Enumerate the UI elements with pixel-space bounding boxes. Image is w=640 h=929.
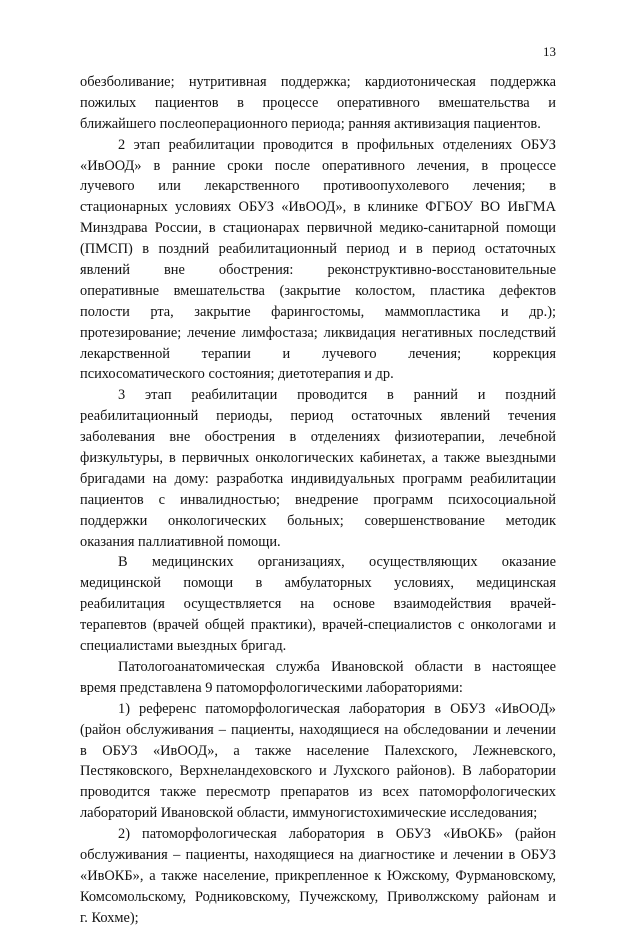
text-line: проводится также пересмотр препаратов из всех патоморфологических xyxy=(80,784,556,801)
page-number: 13 xyxy=(543,44,556,59)
text-line: «ИвООД» в ранние сроки после оперативного лечения, в процессе xyxy=(80,157,556,174)
text-line: протезирование; лечение лимфостаза; ликвидация негативных последствий xyxy=(80,324,556,341)
text-line: ближайшего послеоперационного периода; ранняя активизация пациентов. xyxy=(80,115,541,132)
text-line: пожилых пациентов в процессе оперативного вмешательства и xyxy=(80,94,556,111)
text-line: полости рта, закрытие фарингостомы, маммопластика и др.); xyxy=(80,303,556,320)
text-line: реабилитация осуществляется на основе взаимодействия врачей- xyxy=(80,596,556,613)
text-line: лекарственной терапии и лучевого лечения; коррекция xyxy=(80,345,556,362)
text-line: обслуживания – пациенты, находящиеся на диагностике и лечении в ОБУЗ xyxy=(80,846,556,863)
text-line: (ПМСП) в поздний реабилитационный период и в период остаточных xyxy=(80,241,556,258)
text-line: «ИвОКБ», а также население, прикрепленное к Южскому, Фурмановскому, xyxy=(80,867,556,884)
text-line: реабилитационный периоды, период остаточных явлений течения xyxy=(80,408,556,425)
text-line: пациентов с инвалидностью; внедрение программ психосоциальной xyxy=(80,491,556,508)
text-line: 2 этап реабилитации проводится в профильных отделениях ОБУЗ xyxy=(118,136,556,153)
text-line: обезболивание; нутритивная поддержка; кардиотоническая поддержка xyxy=(80,74,556,90)
text-line: в ОБУЗ «ИвООД», а также население Палехского, Лежневского, xyxy=(80,742,556,759)
text-line: поддержки онкологических больных; совершенствование методик xyxy=(80,512,556,529)
text-line: 1) референс патоморфологическая лаборатория в ОБУЗ «ИвООД» xyxy=(118,700,556,717)
text-line: время представлена 9 патоморфологическими лабораториями: xyxy=(80,679,463,696)
text-line: оказания паллиативной помощи. xyxy=(80,533,281,550)
text-line: 2) патоморфологическая лаборатория в ОБУЗ «ИвОКБ» (район xyxy=(118,826,556,843)
text-line: 3 этап реабилитации проводится в ранний и поздний xyxy=(118,387,556,404)
text-line: явлений вне обострения: реконструктивно-восстановительные xyxy=(80,262,556,279)
body-text xyxy=(80,72,556,929)
text-line: специалистами выездных бригад. xyxy=(80,638,287,655)
text-line: Комсомольскому, Родниковскому, Пучежскому, Приволжскому районам и xyxy=(80,888,556,905)
text-line: (район обслуживания – пациенты, находящиеся на обследовании и лечении xyxy=(80,721,556,738)
text-line: В медицинских организациях, осуществляющих оказание xyxy=(118,554,556,571)
text-line: психосоматического состояния; диетотерапия и др. xyxy=(80,366,394,383)
text-line: лабораторий Ивановской области, иммуногистохимические исследования; xyxy=(80,805,538,822)
text-line: Патологоанатомическая служба Ивановской области в настоящее xyxy=(118,658,556,675)
text-line: стационарных условиях ОБУЗ «ИвООД», в клинике ФГБОУ ВО ИвГМА xyxy=(80,199,556,216)
text-line: медицинской помощи в амбулаторных условиях, медицинская xyxy=(80,575,556,592)
text-line: Пестяковского, Верхнеландеховского и Лухского районов). В лаборатории xyxy=(80,763,556,780)
text-line: терапевтов (врачей общей практики), врачей-специалистов с онкологами и xyxy=(80,617,556,634)
text-line: г. Кохме); xyxy=(80,909,139,926)
text-line: оперативные вмешательства (закрытие колостом, пластика дефектов xyxy=(80,282,556,299)
text-line: заболевания вне обострения в отделениях физиотерапии, лечебной xyxy=(80,429,556,446)
text-line: Минздрава России, в стационарах первичной медико-санитарной помощи xyxy=(80,220,556,237)
text-line: физкультуры, в первичных онкологических кабинетах, а также выездными xyxy=(80,450,556,467)
text-line: лучевого или лекарственного противоопухолевого лечения; в xyxy=(80,178,556,195)
text-line: бригадами на дому: разработка индивидуальных программ реабилитации xyxy=(80,470,556,487)
